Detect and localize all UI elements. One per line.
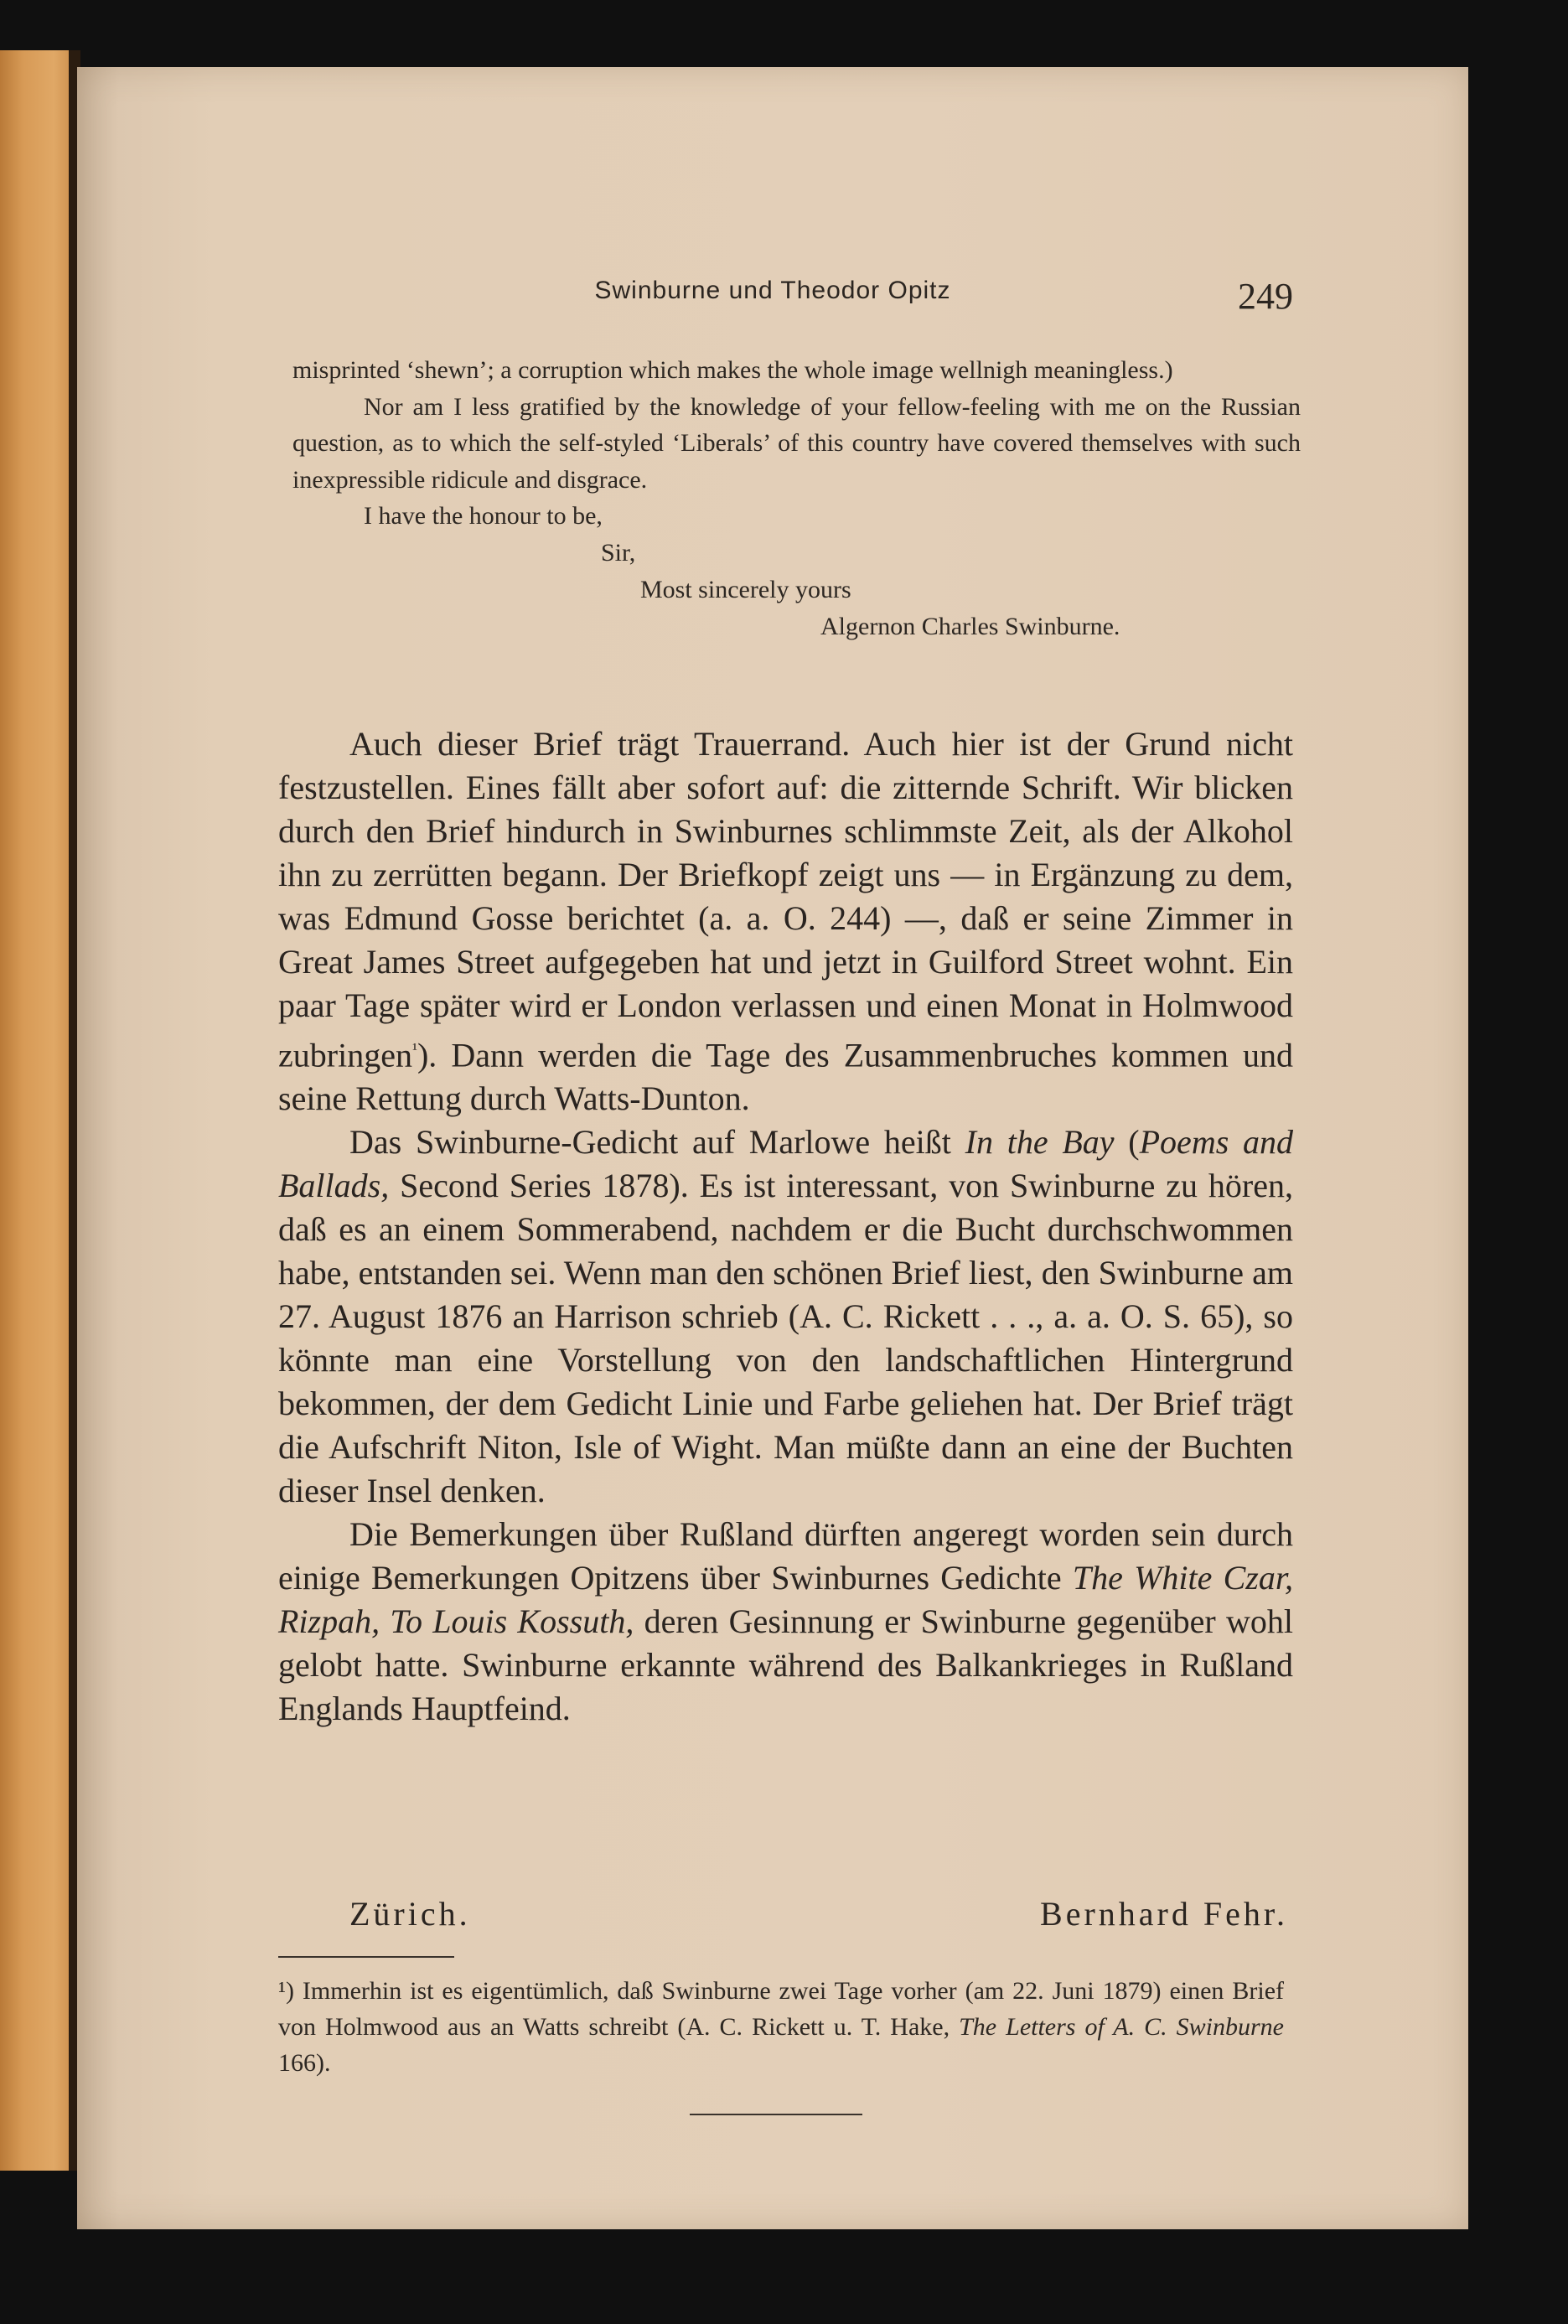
body-paragraph-1-end: ). Dann werden die Tage des Zusammenbruches kommen und seine Rettung durch Watts-Dunton. — [278, 1036, 1293, 1118]
running-title: Swinburne und Theodor Opitz — [594, 277, 951, 304]
end-divider — [690, 2114, 862, 2115]
poem-title: In the Bay — [965, 1123, 1115, 1162]
letter-signature: Algernon Charles Swinburne. — [820, 613, 1120, 640]
body-paragraph-1 — [278, 722, 1293, 1121]
body-paragraph-3-a: Die Bemerkungen über Rußland dürften angeregt worden sein durch einige Bemerkungen Opitzens über Swinburnes Gedichte — [278, 1515, 1293, 1597]
footnote-reference: ¹ — [411, 1040, 417, 1058]
body-paragraph-1-text: Auch dieser Brief trägt Trauerrand. Auch hier ist der Grund nicht festzustellen. Eines fällt aber sofort auf: die zitternde Schrift. Wir blicken durch den Brief hindurch in Swinburnes schlimmste Zeit, als der Alkohol ihn zu zerrütten begann. Der Briefkopf zeigt uns — in Ergänzung zu dem, was Edmund Gosse berichtet (a. a. O. 244) —, daß er seine Zimmer in Great James Street aufgegeben hat und jetzt in Guilford Street wohnt. Ein paar Tage später wird er London verlassen und einen Monat in Holmwood zubringen — [278, 725, 1293, 1074]
book-title: Poems and Ballads, — [278, 1123, 1294, 1205]
body-paragraph-2 — [278, 1121, 1293, 1513]
body-paragraph-3 — [278, 1513, 1293, 1731]
letter-closing-2: Sir, — [601, 539, 636, 567]
main-text — [278, 722, 1293, 1731]
letter-excerpt — [292, 352, 1301, 645]
footnote-text-a: Immerhin ist es eigentümlich, daß Swinburne zwei Tage vorher (am 22. Juni 1879) einen Brief von Holmwood aus an Watts schreibt (A. C. Rickett u. T. Hake, — [278, 1977, 1284, 2041]
body-paragraph-2-a: Das Swinburne-Gedicht auf Marlowe heißt — [349, 1123, 965, 1162]
page-number: 249 — [1238, 276, 1293, 317]
letter-paragraph-1: misprinted ‘shewn’; a corruption which makes the whole image wellnigh meaningless.) — [292, 356, 1173, 384]
footnote-divider — [278, 1956, 454, 1958]
footnote-text-b: 166). — [278, 2049, 331, 2077]
letter-paragraph-2: Nor am I less gratified by the knowledge of your fellow-feeling with me on the Russian question, as to which the self-styled ‘Liberals’ of this country have covered themselves with such inexpressible ridicule and disgrace. — [292, 392, 1301, 494]
body-paragraph-2-b: ( — [1114, 1123, 1140, 1162]
footnote-book-title: The Letters of A. C. Swinburne — [959, 2013, 1284, 2041]
poem-titles: The White Czar, Rizpah, To Louis Kossuth, — [278, 1559, 1293, 1641]
body-paragraph-3-b: deren Gesinnung er Swinburne gegenüber wohl gelobt hatte. Swinburne erkannte während des Balkankrieges in Rußland Englands Hauptfeind. — [278, 1602, 1294, 1728]
book-page — [77, 67, 1468, 2229]
body-paragraph-2-c: Second Series 1878). Es ist interessant, von Swinburne zu hören, daß es an einem Sommerabend, nachdem er die Bucht durchschwommen habe, entstanden sei. Wenn man den schönen Brief liest, den Swinburne am 27. August 1876 an Harrison schrieb (A. C. Rickett . . ., a. a. O. S. 65), so könnte man eine Vorstellung von den landschaftlichen Hintergrund bekommen, der dem Gedicht Linie und Farbe geliehen hat. Der Brief trägt die Aufschrift Niton, Isle of Wight. Man müßte dann an eine der Buchten dieser Insel denken. — [278, 1167, 1293, 1510]
letter-closing-3: Most sincerely yours — [640, 576, 851, 603]
footnote — [278, 1973, 1284, 2081]
letter-closing-1: I have the honour to be, — [364, 502, 603, 530]
signature-place: Zürich. — [349, 1895, 471, 1933]
book-edge — [0, 50, 77, 2171]
signature-author: Bernhard Fehr. — [1040, 1895, 1288, 1933]
footnote-marker: ¹) — [278, 1977, 294, 2005]
